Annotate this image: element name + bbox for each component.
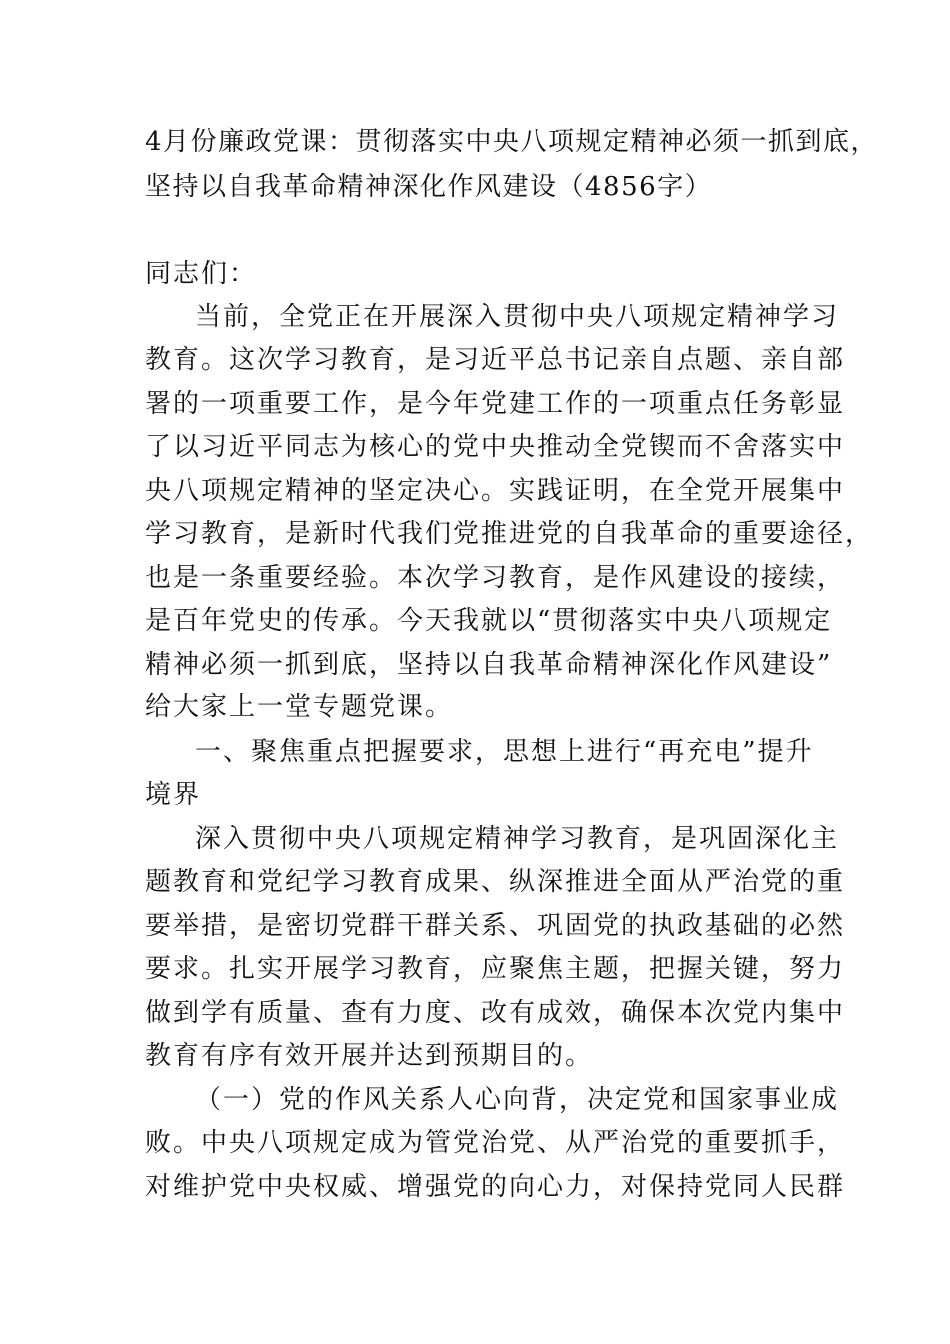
body-line-11: 深入贯彻中央八项规定精神学习教育，是巩固深化主: [195, 824, 840, 854]
section-heading-line-2: 境界: [145, 780, 202, 810]
body-line-2: 教育。这次学习教育，是习近平总书记亲自点题、亲自部: [145, 345, 846, 375]
body-line-6: 学习教育，是新时代我们党推进党的自我革命的重要途径，: [145, 519, 874, 549]
body-line-10: 给大家上一堂专题党课。: [145, 692, 454, 722]
section-heading-line-1: 一、聚焦重点把握要求，思想上进行“再充电”提升: [195, 737, 814, 767]
body-line-12: 题教育和党纪学习教育成果、纵深推进全面从严治党的重: [145, 867, 846, 897]
body-line-15: 做到学有质量、查有力度、改有成效，确保本次党内集中: [145, 998, 846, 1028]
body-line-8: 是百年党史的传承。今天我就以“贯彻落实中央八项规定: [145, 606, 833, 636]
subsection-line-2: 败。中央八项规定成为管党治党、从严治党的重要抓手，: [145, 1128, 846, 1158]
body-line-5: 央八项规定精神的坚定决心。实践证明，在全党开展集中: [145, 476, 846, 506]
subsection-line-3: 对维护党中央权威、增强党的向心力，对保持党同人民群: [145, 1172, 846, 1202]
body-line-13: 要举措，是密切党群干群关系、巩固党的执政基础的必然: [145, 911, 846, 941]
body-line-3: 署的一项重要工作，是今年党建工作的一项重点任务彰显: [145, 389, 846, 419]
body-line-4: 了以习近平同志为核心的党中央推动全党锲而不舍落实中: [145, 432, 846, 462]
subsection-line-1: （一）党的作风关系人心向背，决定党和国家事业成: [195, 1085, 840, 1115]
body-line-7: 也是一条重要经验。本次学习教育，是作风建设的接续，: [145, 563, 846, 593]
body-line-9: 精神必须一抓到底，坚持以自我革命精神深化作风建设”: [145, 650, 833, 680]
body-line-16: 教育有序有效开展并达到预期目的。: [145, 1041, 594, 1071]
document-title-line-2: 坚持以自我革命精神深化作风建设（4856字）: [145, 172, 713, 202]
document-title-line-1: 4月份廉政党课：贯彻落实中央八项规定精神必须一抓到底，: [145, 127, 879, 157]
body-line-14: 要求。扎实开展学习教育，应聚焦主题，把握关键，努力: [145, 954, 846, 984]
salutation: 同志们：: [145, 259, 258, 289]
body-line-1: 当前，全党正在开展深入贯彻中央八项规定精神学习: [195, 302, 840, 332]
